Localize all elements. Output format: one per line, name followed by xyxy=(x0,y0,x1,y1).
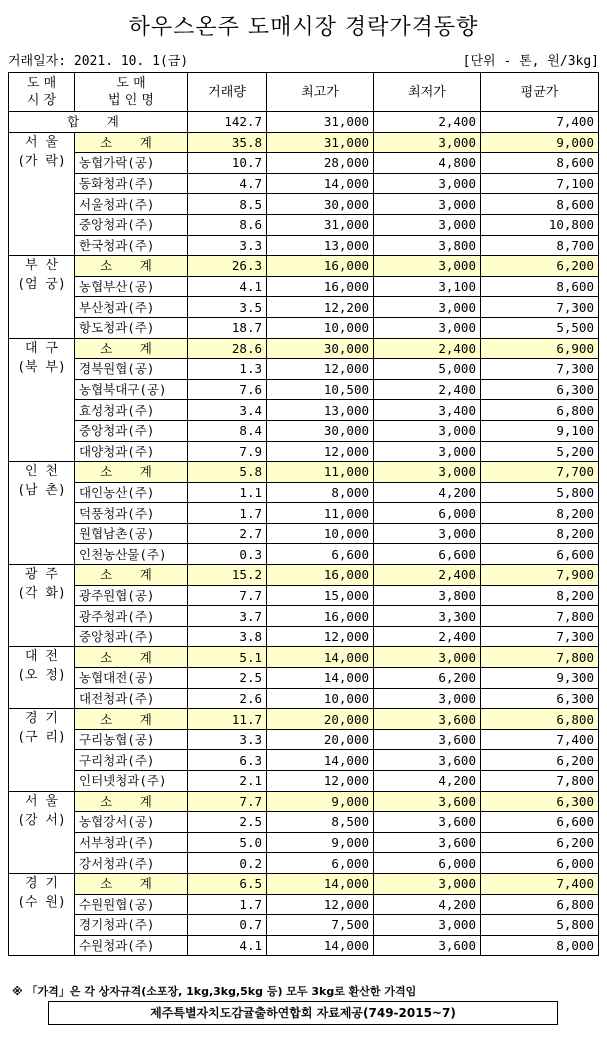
subtotal-row xyxy=(9,338,599,359)
company-name: 구리농협(공) xyxy=(75,729,188,750)
market-region: 인 천 (남 촌) xyxy=(9,462,75,565)
company-name: 중앙청과(주) xyxy=(75,420,188,441)
avg-price-cell: 8,200 xyxy=(481,585,599,606)
subtotal-row xyxy=(9,873,599,894)
volume-cell: 1.1 xyxy=(188,482,267,503)
volume-cell: 2.5 xyxy=(188,668,267,689)
max-price-cell: 8,500 xyxy=(267,812,374,833)
avg-price-cell: 6,000 xyxy=(481,853,599,874)
max-price-cell: 12,000 xyxy=(267,894,374,915)
min-price-cell: 3,000 xyxy=(374,688,481,709)
subtotal-label: 소 계 xyxy=(75,791,188,812)
subtotal-avg: 6,300 xyxy=(481,791,599,812)
max-price-cell: 6,600 xyxy=(267,544,374,565)
volume-cell: 7.6 xyxy=(188,379,267,400)
min-price-cell: 3,400 xyxy=(374,400,481,421)
subtotal-avg: 7,900 xyxy=(481,565,599,586)
min-price-cell: 5,000 xyxy=(374,359,481,380)
max-price-cell: 12,000 xyxy=(267,626,374,647)
min-price-cell: 6,000 xyxy=(374,503,481,524)
max-price-cell: 7,500 xyxy=(267,915,374,936)
volume-cell: 3.4 xyxy=(188,400,267,421)
table-row xyxy=(9,915,599,936)
subtotal-max: 9,000 xyxy=(267,791,374,812)
subtotal-max: 16,000 xyxy=(267,565,374,586)
min-price-cell: 3,000 xyxy=(374,214,481,235)
volume-cell: 8.4 xyxy=(188,420,267,441)
volume-cell: 18.7 xyxy=(188,317,267,338)
subtotal-avg: 6,200 xyxy=(481,256,599,277)
subtotal-max: 31,000 xyxy=(267,132,374,153)
table-row xyxy=(9,585,599,606)
source-box: 제주특별자치도감귤출하연합회 자료제공(749-2015~7) xyxy=(48,1001,558,1025)
table-row xyxy=(9,276,599,297)
subtotal-row xyxy=(9,565,599,586)
max-price-cell: 13,000 xyxy=(267,400,374,421)
avg-price-cell: 6,300 xyxy=(481,379,599,400)
volume-cell: 7.9 xyxy=(188,441,267,462)
subtotal-label: 소 계 xyxy=(75,873,188,894)
company-name: 경기청과(주) xyxy=(75,915,188,936)
min-price-cell: 4,200 xyxy=(374,771,481,792)
volume-cell: 7.7 xyxy=(188,585,267,606)
volume-cell: 4.7 xyxy=(188,173,267,194)
volume-cell: 8.6 xyxy=(188,214,267,235)
subtotal-max: 30,000 xyxy=(267,338,374,359)
company-name: 수원원협(공) xyxy=(75,894,188,915)
min-price-cell: 6,200 xyxy=(374,668,481,689)
company-name: 농협대전(공) xyxy=(75,668,188,689)
avg-price-cell: 6,200 xyxy=(481,832,599,853)
volume-cell: 1.7 xyxy=(188,503,267,524)
table-row xyxy=(9,832,599,853)
min-price-cell: 3,000 xyxy=(374,523,481,544)
avg-price-cell: 5,800 xyxy=(481,482,599,503)
volume-cell: 3.3 xyxy=(188,235,267,256)
trade-date: 거래일자: 2021. 10. 1(금) xyxy=(8,54,189,69)
table-row xyxy=(9,235,599,256)
max-price-cell: 14,000 xyxy=(267,935,374,956)
max-price-cell: 12,000 xyxy=(267,771,374,792)
volume-cell: 3.8 xyxy=(188,626,267,647)
table-row xyxy=(9,668,599,689)
subtotal-volume: 6.5 xyxy=(188,873,267,894)
subtotal-min: 2,400 xyxy=(374,565,481,586)
market-region: 서 울 (가 락) xyxy=(9,132,75,256)
subtotal-min: 3,600 xyxy=(374,709,481,730)
meta-bar xyxy=(8,50,599,68)
avg-price-cell: 7,800 xyxy=(481,771,599,792)
company-name: 중앙청과(주) xyxy=(75,214,188,235)
volume-cell: 8.5 xyxy=(188,194,267,215)
avg-price-cell: 8,600 xyxy=(481,194,599,215)
subtotal-label: 소 계 xyxy=(75,647,188,668)
table-row xyxy=(9,812,599,833)
subtotal-max: 11,000 xyxy=(267,462,374,483)
avg-price-cell: 9,300 xyxy=(481,668,599,689)
subtotal-max: 20,000 xyxy=(267,709,374,730)
table-row xyxy=(9,194,599,215)
subtotal-volume: 28.6 xyxy=(188,338,267,359)
subtotal-min: 3,000 xyxy=(374,462,481,483)
min-price-cell: 2,400 xyxy=(374,626,481,647)
volume-cell: 2.6 xyxy=(188,688,267,709)
subtotal-label: 소 계 xyxy=(75,132,188,153)
min-price-cell: 3,800 xyxy=(374,585,481,606)
market-region: 대 전 (오 정) xyxy=(9,647,75,709)
subtotal-row xyxy=(9,709,599,730)
avg-price-cell: 6,200 xyxy=(481,750,599,771)
avg-price-cell: 6,600 xyxy=(481,544,599,565)
min-price-cell: 3,000 xyxy=(374,317,481,338)
max-price-cell: 15,000 xyxy=(267,585,374,606)
table-row xyxy=(9,894,599,915)
subtotal-min: 3,000 xyxy=(374,132,481,153)
market-region: 서 울 (강 서) xyxy=(9,791,75,873)
table-row xyxy=(9,503,599,524)
volume-cell: 4.1 xyxy=(188,276,267,297)
max-price-cell: 6,000 xyxy=(267,853,374,874)
company-name: 한국청과(주) xyxy=(75,235,188,256)
avg-price-cell: 8,700 xyxy=(481,235,599,256)
company-name: 항도청과(주) xyxy=(75,317,188,338)
min-price-cell: 3,600 xyxy=(374,729,481,750)
volume-cell: 0.3 xyxy=(188,544,267,565)
volume-cell: 3.5 xyxy=(188,297,267,318)
subtotal-volume: 5.8 xyxy=(188,462,267,483)
min-price-cell: 3,100 xyxy=(374,276,481,297)
avg-price-cell: 8,600 xyxy=(481,153,599,174)
total-row xyxy=(9,112,599,133)
volume-cell: 10.7 xyxy=(188,153,267,174)
company-name: 농협가락(공) xyxy=(75,153,188,174)
subtotal-row xyxy=(9,462,599,483)
subtotal-min: 3,000 xyxy=(374,256,481,277)
subtotal-avg: 9,000 xyxy=(481,132,599,153)
min-price-cell: 4,200 xyxy=(374,482,481,503)
max-price-cell: 12,000 xyxy=(267,359,374,380)
total-volume: 142.7 xyxy=(188,112,267,133)
avg-price-cell: 6,800 xyxy=(481,400,599,421)
subtotal-max: 14,000 xyxy=(267,873,374,894)
market-region: 부 산 (엄 궁) xyxy=(9,256,75,338)
volume-cell: 0.7 xyxy=(188,915,267,936)
total-min: 2,400 xyxy=(374,112,481,133)
company-name: 서부청과(주) xyxy=(75,832,188,853)
max-price-cell: 14,000 xyxy=(267,173,374,194)
avg-price-cell: 5,200 xyxy=(481,441,599,462)
table-row xyxy=(9,771,599,792)
table-row xyxy=(9,688,599,709)
company-name: 광주원협(공) xyxy=(75,585,188,606)
company-name: 인터넷청과(주) xyxy=(75,771,188,792)
volume-cell: 1.3 xyxy=(188,359,267,380)
footnote: ※ 「가격」은 각 상자규격(소포장, 1kg,3kg,5kg 등) 모두 3kg로 환산한 가격임 xyxy=(12,985,417,998)
subtotal-label: 소 계 xyxy=(75,565,188,586)
volume-cell: 3.7 xyxy=(188,606,267,627)
volume-cell: 6.3 xyxy=(188,750,267,771)
max-price-cell: 14,000 xyxy=(267,750,374,771)
subtotal-avg: 7,700 xyxy=(481,462,599,483)
table-row xyxy=(9,729,599,750)
company-name: 농협북대구(공) xyxy=(75,379,188,400)
table-row xyxy=(9,626,599,647)
company-name: 덕풍청과(주) xyxy=(75,503,188,524)
company-name: 광주청과(주) xyxy=(75,606,188,627)
max-price-cell: 10,000 xyxy=(267,523,374,544)
avg-price-cell: 7,100 xyxy=(481,173,599,194)
subtotal-avg: 7,400 xyxy=(481,873,599,894)
avg-price-cell: 8,200 xyxy=(481,523,599,544)
table-row xyxy=(9,482,599,503)
company-name: 대양청과(주) xyxy=(75,441,188,462)
table-row xyxy=(9,523,599,544)
min-price-cell: 4,200 xyxy=(374,894,481,915)
subtotal-volume: 7.7 xyxy=(188,791,267,812)
table-row xyxy=(9,606,599,627)
max-price-cell: 10,000 xyxy=(267,317,374,338)
min-price-cell: 6,000 xyxy=(374,853,481,874)
table-row xyxy=(9,400,599,421)
company-name: 수원청과(주) xyxy=(75,935,188,956)
volume-cell: 2.5 xyxy=(188,812,267,833)
min-price-cell: 3,000 xyxy=(374,297,481,318)
max-price-cell: 8,000 xyxy=(267,482,374,503)
max-price-cell: 28,000 xyxy=(267,153,374,174)
company-name: 농협부산(공) xyxy=(75,276,188,297)
company-name: 농협강서(공) xyxy=(75,812,188,833)
volume-cell: 2.1 xyxy=(188,771,267,792)
header-volume: 거래량 xyxy=(188,73,267,112)
max-price-cell: 20,000 xyxy=(267,729,374,750)
volume-cell: 1.7 xyxy=(188,894,267,915)
market-region: 광 주 (각 화) xyxy=(9,565,75,647)
subtotal-min: 3,600 xyxy=(374,791,481,812)
avg-price-cell: 7,300 xyxy=(481,626,599,647)
max-price-cell: 16,000 xyxy=(267,606,374,627)
table-row xyxy=(9,153,599,174)
subtotal-volume: 15.2 xyxy=(188,565,267,586)
subtotal-row xyxy=(9,132,599,153)
avg-price-cell: 6,300 xyxy=(481,688,599,709)
avg-price-cell: 8,200 xyxy=(481,503,599,524)
company-name: 동화청과(주) xyxy=(75,173,188,194)
max-price-cell: 30,000 xyxy=(267,420,374,441)
unit-label: [단위 - 톤, 원/3kg] xyxy=(462,54,599,69)
subtotal-min: 2,400 xyxy=(374,338,481,359)
min-price-cell: 3,600 xyxy=(374,812,481,833)
subtotal-label: 소 계 xyxy=(75,338,188,359)
avg-price-cell: 6,600 xyxy=(481,812,599,833)
total-label: 합 계 xyxy=(9,112,188,133)
avg-price-cell: 7,300 xyxy=(481,359,599,380)
min-price-cell: 3,600 xyxy=(374,935,481,956)
volume-cell: 0.2 xyxy=(188,853,267,874)
max-price-cell: 13,000 xyxy=(267,235,374,256)
min-price-cell: 6,600 xyxy=(374,544,481,565)
market-region: 대 구 (북 부) xyxy=(9,338,75,462)
avg-price-cell: 6,800 xyxy=(481,894,599,915)
market-region: 경 기 (수 원) xyxy=(9,873,75,955)
min-price-cell: 3,600 xyxy=(374,832,481,853)
max-price-cell: 11,000 xyxy=(267,503,374,524)
table-row xyxy=(9,441,599,462)
table-row xyxy=(9,420,599,441)
company-name: 중앙청과(주) xyxy=(75,626,188,647)
subtotal-label: 소 계 xyxy=(75,256,188,277)
min-price-cell: 3,000 xyxy=(374,194,481,215)
total-avg: 7,400 xyxy=(481,112,599,133)
page-title: 하우스온주 도매시장 경락가격동향 xyxy=(128,15,479,40)
company-name: 원협남촌(공) xyxy=(75,523,188,544)
company-name: 강서청과(주) xyxy=(75,853,188,874)
market-region: 경 기 (구 리) xyxy=(9,709,75,791)
table-header-row xyxy=(9,73,599,112)
max-price-cell: 10,500 xyxy=(267,379,374,400)
table-row xyxy=(9,379,599,400)
table-row xyxy=(9,853,599,874)
header-max: 최고가 xyxy=(267,73,374,112)
subtotal-label: 소 계 xyxy=(75,709,188,730)
avg-price-cell: 10,800 xyxy=(481,214,599,235)
header-company: 도 매 법 인 명 xyxy=(75,73,188,112)
company-name: 인천농산물(주) xyxy=(75,544,188,565)
table-row xyxy=(9,750,599,771)
table-row xyxy=(9,544,599,565)
company-name: 대인농산(주) xyxy=(75,482,188,503)
company-name: 서울청과(주) xyxy=(75,194,188,215)
min-price-cell: 2,400 xyxy=(374,379,481,400)
min-price-cell: 3,800 xyxy=(374,235,481,256)
max-price-cell: 30,000 xyxy=(267,194,374,215)
subtotal-min: 3,000 xyxy=(374,647,481,668)
subtotal-max: 16,000 xyxy=(267,256,374,277)
max-price-cell: 12,000 xyxy=(267,441,374,462)
volume-cell: 3.3 xyxy=(188,729,267,750)
min-price-cell: 3,000 xyxy=(374,915,481,936)
max-price-cell: 9,000 xyxy=(267,832,374,853)
avg-price-cell: 7,400 xyxy=(481,729,599,750)
subtotal-row xyxy=(9,647,599,668)
header-min: 최저가 xyxy=(374,73,481,112)
max-price-cell: 14,000 xyxy=(267,668,374,689)
volume-cell: 4.1 xyxy=(188,935,267,956)
subtotal-avg: 6,800 xyxy=(481,709,599,730)
max-price-cell: 31,000 xyxy=(267,214,374,235)
volume-cell: 5.0 xyxy=(188,832,267,853)
subtotal-volume: 26.3 xyxy=(188,256,267,277)
table-row xyxy=(9,297,599,318)
avg-price-cell: 7,300 xyxy=(481,297,599,318)
min-price-cell: 3,300 xyxy=(374,606,481,627)
min-price-cell: 3,600 xyxy=(374,750,481,771)
company-name: 효성청과(주) xyxy=(75,400,188,421)
min-price-cell: 3,000 xyxy=(374,441,481,462)
subtotal-max: 14,000 xyxy=(267,647,374,668)
avg-price-cell: 5,500 xyxy=(481,317,599,338)
company-name: 부산청과(주) xyxy=(75,297,188,318)
avg-price-cell: 5,800 xyxy=(481,915,599,936)
table-row xyxy=(9,173,599,194)
avg-price-cell: 9,100 xyxy=(481,420,599,441)
company-name: 구리청과(주) xyxy=(75,750,188,771)
table-row xyxy=(9,359,599,380)
table-row xyxy=(9,317,599,338)
avg-price-cell: 8,600 xyxy=(481,276,599,297)
subtotal-volume: 35.8 xyxy=(188,132,267,153)
table-row xyxy=(9,935,599,956)
avg-price-cell: 7,800 xyxy=(481,606,599,627)
price-table xyxy=(8,72,599,956)
total-max: 31,000 xyxy=(267,112,374,133)
company-name: 대전청과(주) xyxy=(75,688,188,709)
min-price-cell: 3,000 xyxy=(374,420,481,441)
subtotal-avg: 7,800 xyxy=(481,647,599,668)
max-price-cell: 16,000 xyxy=(267,276,374,297)
subtotal-volume: 5.1 xyxy=(188,647,267,668)
subtotal-volume: 11.7 xyxy=(188,709,267,730)
header-avg: 평균가 xyxy=(481,73,599,112)
subtotal-min: 3,000 xyxy=(374,873,481,894)
table-row xyxy=(9,214,599,235)
subtotal-row xyxy=(9,256,599,277)
subtotal-avg: 6,900 xyxy=(481,338,599,359)
max-price-cell: 10,000 xyxy=(267,688,374,709)
header-market: 도 매 시 장 xyxy=(9,73,75,112)
min-price-cell: 3,000 xyxy=(374,173,481,194)
avg-price-cell: 8,000 xyxy=(481,935,599,956)
company-name: 경북원협(공) xyxy=(75,359,188,380)
subtotal-row xyxy=(9,791,599,812)
subtotal-label: 소 계 xyxy=(75,462,188,483)
min-price-cell: 4,800 xyxy=(374,153,481,174)
volume-cell: 2.7 xyxy=(188,523,267,544)
max-price-cell: 12,200 xyxy=(267,297,374,318)
